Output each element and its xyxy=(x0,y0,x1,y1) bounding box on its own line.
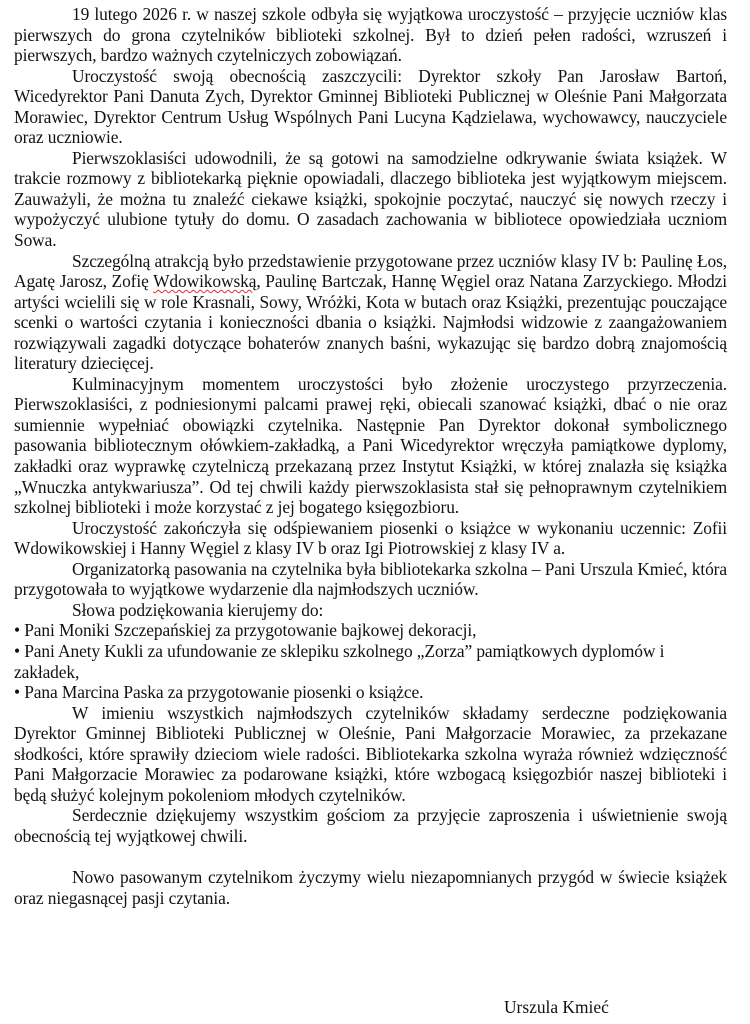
paragraph-library-thanks: W imieniu wszystkich najmłodszych czytelników składamy serdeczne podziękowania Dyrektor Gminnej Biblioteki Publicznej w Oleśnie, Pani Małgorzacie Morawiec, za przekazane słodkości, które sprawiły dzieciom wiele radości. Bibliotekarka szkolna wyraża również wdzięczność Pani Małgorzacie Morawiec za podarowane książki, które wzbogacą księgozbiór naszej biblioteki i będą służyć kolejnym pokoleniom młodych czytelników. xyxy=(14,702,727,805)
thanks-list-item: • Pani Anety Kukli za ufundowanie ze sklepiku szkolnego „Zorza” pamiątkowych dyplomów i zakładek, xyxy=(14,640,665,682)
thanks-list xyxy=(14,620,727,702)
paragraph-wishes: Nowo pasowanym czytelnikom życzymy wielu niezapomnianych przygód w świecie książek oraz niegasnącej pasji czytania. xyxy=(14,866,727,908)
signature: Urszula Kmieć xyxy=(504,997,609,1017)
paragraph-guests-thanks: Serdecznie dziękujemy wszystkim gościom za przyjęcie zaproszenia i uświetnienie swoją obecnością tej wyjątkowej chwili. xyxy=(14,805,727,846)
paragraph-guests: Uroczystość swoją obecnością zaszczycili: Dyrektor szkoły Pan Jarosław Bartoń, Wicedyrektor Pani Danuta Zych, Dyrektor Gminnej Biblioteki Publicznej w Oleśnie Pani Małgorzata Morawiec, Dyrektor Centrum Usług Wspólnych Pani Lucyna Kądzielawa, wychowawcy, nauczyciele oraz uczniowie. xyxy=(14,65,727,148)
paragraph-intro: 19 lutego 2026 r. w naszej szkole odbyła się wyjątkowa uroczystość – przyjęcie uczniów klas pierwszych do grona czytelników biblioteki szkolnej. Był to dzień pełen radości, wzruszeń i pierwszych, bardzo ważnych czytelniczych zobowiązań. xyxy=(14,4,727,66)
paragraph-song: Uroczystość zakończyła się odśpiewaniem piosenki o książce w wykonaniu uczennic: Zofii Wdowikowskiej i Hanny Węgiel z klasy IV b oraz Igi Piotrowskiej z klasy IV a. xyxy=(14,517,727,559)
thanks-list-item: • Pani Moniki Szczepańskiej za przygotowanie bajkowej dekoracji, xyxy=(14,620,477,641)
spellcheck-flagged-word[interactable]: Wdowikowską xyxy=(153,271,257,292)
performance-text-before: Szczególną atrakcją było przedstawienie przygotowane przez uczniów klasy IV b: Paulinę Łos, Agatę Jarosz, Zofię xyxy=(14,250,727,292)
blank-line xyxy=(14,846,727,867)
paragraph-performance xyxy=(14,251,727,374)
paragraph-first-graders: Pierwszoklasiści udowodnili, że są gotowi na samodzielne odkrywanie świata książek. W trakcie rozmowy z bibliotekarką pięknie opowiadali, dlaczego biblioteka jest wyjątkowym miejscem. Zauważyli, że można tu znaleźć ciekawe książki, spokojnie poczytać, nauczyć się nowych rzeczy i wypożyczyć ulubione tytuły do domu. O zasadach zachowania w bibliotece opowiedziała uczniom Sowa. xyxy=(14,147,727,251)
paragraph-oath: Kulminacyjnym momentem uroczystości było złożenie uroczystego przyrzeczenia. Pierwszoklasiści, z podniesionymi palcami prawej ręki, obiecali szanować książki, dbać o nie oraz sumiennie wypełniać obowiązki czytelnika. Następnie Pan Dyrektor dokonał symbolicznego pasowania bibliotecznym ołówkiem-zakładką, a Pani Wicedyrektor wręczyła pamiątkowe dyplomy, zakładki oraz wyprawkę czytelniczą przekazaną przez Instytut Książki, w której znalazła się książka „Wnuczka antykwariusza”. Od tej chwili każdy pierwszoklasista stał się pełnoprawnym czytelnikiem szkolnej biblioteki i może korzystać z jej bogatego księgozbioru. xyxy=(14,373,727,518)
thanks-list-item: • Pana Marcina Paska za przygotowanie piosenki o książce. xyxy=(14,682,424,703)
document-page xyxy=(14,4,727,908)
paragraph-thanks-intro: Słowa podziękowania kierujemy do: xyxy=(72,599,324,620)
performance-text-after: , Paulinę Bartczak, Hannę Węgiel oraz Natana Zarzyckiego. Młodzi artyści wcielili się w role Krasnali, Sowy, Wróżki, Kota w butach oraz Książki, prezentując pouczające scenki o wartości czytania i konieczności dbania o książki. Najmłodsi widzowie z zaangażowaniem rozwiązywali zagadki dotyczące bohaterów znanych baśni, wykazując się bardzo dobrą znajomością literatury dziecięcej. xyxy=(14,271,727,374)
paragraph-organizer: Organizatorką pasowania na czytelnika była bibliotekarka szkolna – Pani Urszula Kmieć, która przygotowała to wyjątkowe wydarzenie dla najmłodszych uczniów. xyxy=(14,558,727,600)
